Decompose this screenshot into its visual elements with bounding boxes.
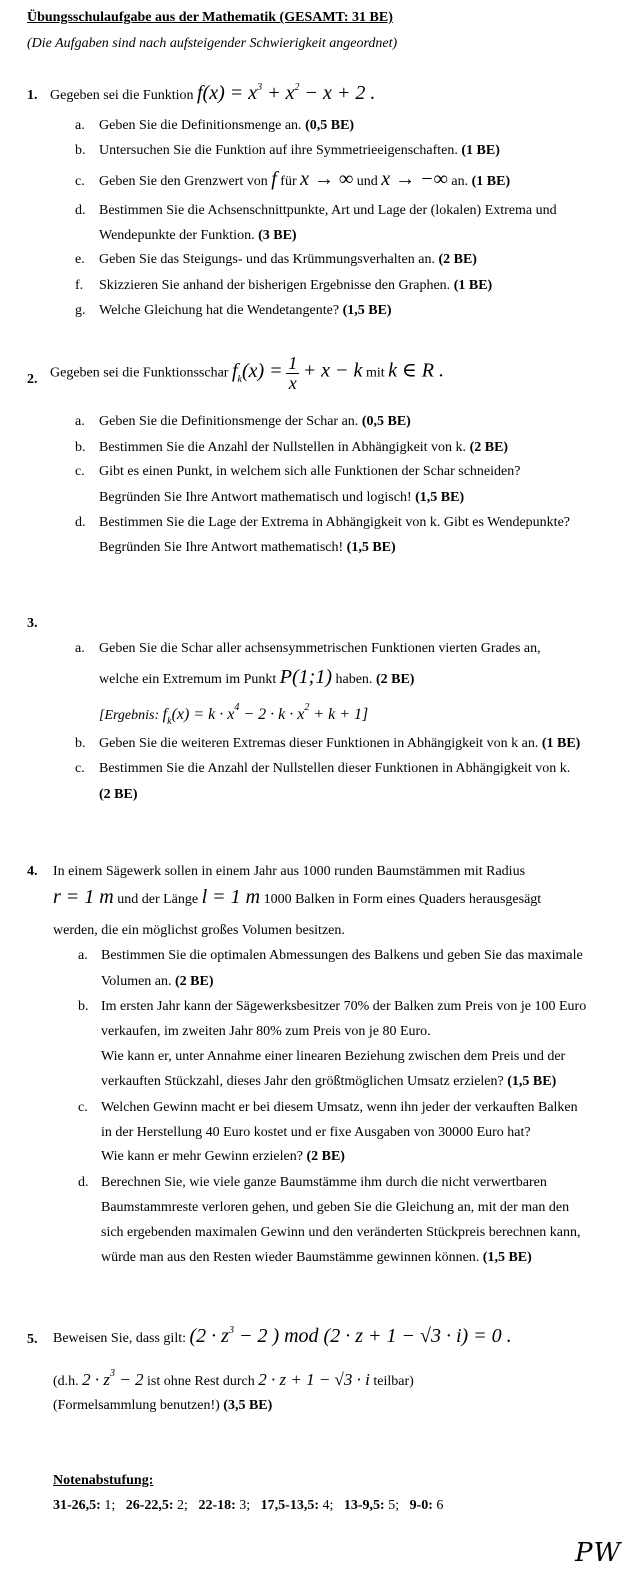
question-1-intro: Gegeben sei die Funktion $f(x) = x^3 + x^2 - x + 2$ .: [50, 82, 376, 104]
question-4-number: 4.: [27, 864, 38, 879]
q1-b-letter: b.: [75, 143, 86, 158]
q1-f-text: Skizzieren Sie anhand der bisherigen Ergebnisse den Graphen. (1 BE): [99, 278, 493, 293]
grading-scale: [53, 1498, 443, 1514]
question-2-formula: $f_k(x)$ =: [231, 359, 283, 385]
fraction-1-over-x: $\frac{1}{x}$: [288, 353, 298, 393]
q1-g-letter: g.: [75, 303, 86, 318]
q1-c-letter: c.: [75, 174, 85, 189]
q2-d-text: Bestimmen Sie die Lage der Extrema in Abhängigkeit von k. Gibt es Wendepunkte?: [99, 515, 571, 530]
q4-b-text-4: verkauften Stückzahl, dieses Jahr den größtmöglichen Umsatz erzielen? (1,5 BE): [101, 1074, 557, 1089]
q4-c-letter: c.: [78, 1100, 88, 1115]
question-2-intro: Gegeben sei die Funktionsschar $f_k(x)$ = $\frac{1}{x}$ + x − k mit k ∈ R .: [50, 353, 445, 393]
q4-b-letter: b.: [78, 999, 89, 1014]
q4-c-text: Welchen Gewinn macht er bei diesem Umsatz, wenn ihn jeder der verkauften Balken: [101, 1100, 578, 1115]
q1-e-letter: e.: [75, 252, 85, 267]
q1-c-text: Geben Sie den Grenzwert von f für x → ∞ und x → −∞ an. (1 BE): [99, 168, 511, 190]
q3-c-letter: c.: [75, 761, 85, 776]
q2-c-letter: c.: [75, 464, 85, 479]
q1-g-text: Welche Gleichung hat die Wendetangente? (1,5 BE): [99, 303, 392, 318]
q2-d-letter: d.: [75, 515, 86, 530]
q3-b-text: Geben Sie die weiteren Extremas dieser Funktionen in Abhängigkeit von k an. (1 BE): [99, 736, 581, 751]
page-subtitle: (Die Aufgaben sind nach aufsteigender Schwierigkeit angeordnet): [27, 36, 398, 51]
question-4-intro-2: r = 1 m und der Länge l = 1 m 1000 Balken in Form eines Quaders herausgesägt: [53, 886, 542, 908]
q4-d-letter: d.: [78, 1175, 89, 1190]
page-title: Übungsschulaufgabe aus der Mathematik (GESAMT: 31 BE): [27, 10, 393, 25]
q2-b-text: Bestimmen Sie die Anzahl der Nullstellen in Abhängigkeit von k. (2 BE): [99, 440, 509, 455]
question-2-number: 2.: [27, 372, 38, 387]
q3-c-text: Bestimmen Sie die Anzahl der Nullstellen dieser Funktionen in Abhängigkeit von k.: [99, 761, 571, 776]
q4-d-text: Berechnen Sie, wie viele ganze Baumstämme ihm durch die nicht verwertbaren: [101, 1175, 547, 1190]
question-4-intro: In einem Sägewerk sollen in einem Jahr aus 1000 runden Baumstämmen mit Radius: [53, 864, 526, 879]
q1-a-letter: a.: [75, 118, 85, 133]
q4-c-text-3: Wie kann er mehr Gewinn erzielen? (2 BE): [101, 1149, 345, 1164]
q4-d-text-4: würde man aus den Resten wieder Baumstämme gewinnen können. (1,5 BE): [101, 1250, 532, 1265]
q3-b-letter: b.: [75, 736, 86, 751]
q4-b-text-3: Wie kann er, unter Annahme einer linearen Beziehung zwischen dem Preis und der: [101, 1049, 566, 1064]
q1-e-text: Geben Sie das Steigungs- und das Krümmungsverhalten an. (2 BE): [99, 252, 477, 267]
question-5-intro: Beweisen Sie, dass gilt: ($2 \cdot z^3 - 2$ ) mod (2 · z + 1 − √3 · i) = 0 .: [53, 1325, 512, 1347]
q3-a-text-2: welche ein Extremum im Punkt P(1;1) haben. (2 BE): [99, 666, 415, 688]
grade-item: 26-22,5: 2;: [125, 1498, 188, 1513]
q4-b-text-2: verkaufen, im zweiten Jahr 80% zum Preis von je 80 Euro.: [101, 1024, 431, 1039]
q4-b-text: Im ersten Jahr kann der Sägewerksbesitzer 70% der Balken zum Preis von je 100 Euro: [101, 999, 587, 1014]
q2-c-text: Gibt es einen Punkt, in welchem sich alle Funktionen der Schar schneiden?: [99, 464, 521, 479]
q1-d-text: Bestimmen Sie die Achsenschnittpunkte, Art und Lage der (lokalen) Extrema und: [99, 203, 557, 218]
question-5-formula: ($2 \cdot z^3 - 2$ ) mod (2 · z + 1 − √3 · i) = 0 .: [189, 1325, 512, 1347]
question-5-explanation: (d.h. $2 \cdot z^3 - 2$ ist ohne Rest durch 2 · z + 1 − √3 · i teilbar): [53, 1368, 414, 1389]
q1-b-text: Untersuchen Sie die Funktion auf ihre Symmetrieeigenschaften. (1 BE): [99, 143, 500, 158]
q4-a-text-2: Volumen an. (2 BE): [101, 974, 214, 989]
grade-item: 22-18: 3;: [198, 1498, 251, 1513]
q4-a-text: Bestimmen Sie die optimalen Abmessungen des Balkens und geben Sie das maximale: [101, 948, 583, 963]
q3-a-letter: a.: [75, 641, 85, 656]
q4-a-letter: a.: [78, 948, 88, 963]
q3-a-result: [Ergebnis: $f_k(x) = k \cdot x^4 - 2 \cdot k \cdot x^2 + k + 1$]: [99, 702, 369, 727]
q4-d-text-3: sich ergebenden maximalen Gewinn und den veränderten Stückpreis berechnen kann,: [101, 1225, 581, 1240]
q2-a-letter: a.: [75, 414, 85, 429]
q1-d-letter: d.: [75, 203, 86, 218]
question-3-number: 3.: [27, 616, 38, 631]
grade-item: 9-0: 6: [409, 1498, 444, 1513]
q3-a-text: Geben Sie die Schar aller achsensymmetrischen Funktionen vierten Grades an,: [99, 641, 541, 656]
question-4-intro-3: werden, die ein möglichst großes Volumen besitzen.: [53, 923, 345, 938]
question-5-note: (Formelsammlung benutzen!) (3,5 BE): [53, 1398, 273, 1413]
q1-a-text: Geben Sie die Definitionsmenge an. (0,5 BE): [99, 118, 355, 133]
q1-d-text-2: Wendepunkte der Funktion. (3 BE): [99, 228, 297, 243]
q2-d-text-2: Begründen Sie Ihre Antwort mathematisch! (1,5 BE): [99, 540, 396, 555]
q4-c-text-2: in der Herstellung 40 Euro kostet und er fixe Ausgaben von 30000 Euro hat?: [101, 1125, 531, 1140]
signature: PW: [575, 1538, 622, 1568]
question-1-number: 1.: [27, 88, 38, 103]
question-1-formula: $f(x) = x^3 + x^2 - x + 2$ .: [196, 82, 376, 104]
q4-d-text-2: Baumstammreste verloren gehen, und geben Sie die Gleichung an, mit der man den: [101, 1200, 570, 1215]
grade-item: 31-26,5: 1;: [53, 1498, 116, 1513]
question-5-number: 5.: [27, 1332, 38, 1347]
q1-f-letter: f.: [75, 278, 84, 293]
q2-c-text-2: Begründen Sie Ihre Antwort mathematisch und logisch! (1,5 BE): [99, 490, 465, 505]
grade-item: 13-9,5: 5;: [343, 1498, 400, 1513]
grading-title: Notenabstufung:: [53, 1473, 154, 1488]
q2-a-text: Geben Sie die Definitionsmenge der Schar an. (0,5 BE): [99, 414, 411, 429]
q2-b-letter: b.: [75, 440, 86, 455]
q3-c-points: (2 BE): [99, 787, 138, 802]
grade-item: 17,5-13,5: 4;: [260, 1498, 334, 1513]
